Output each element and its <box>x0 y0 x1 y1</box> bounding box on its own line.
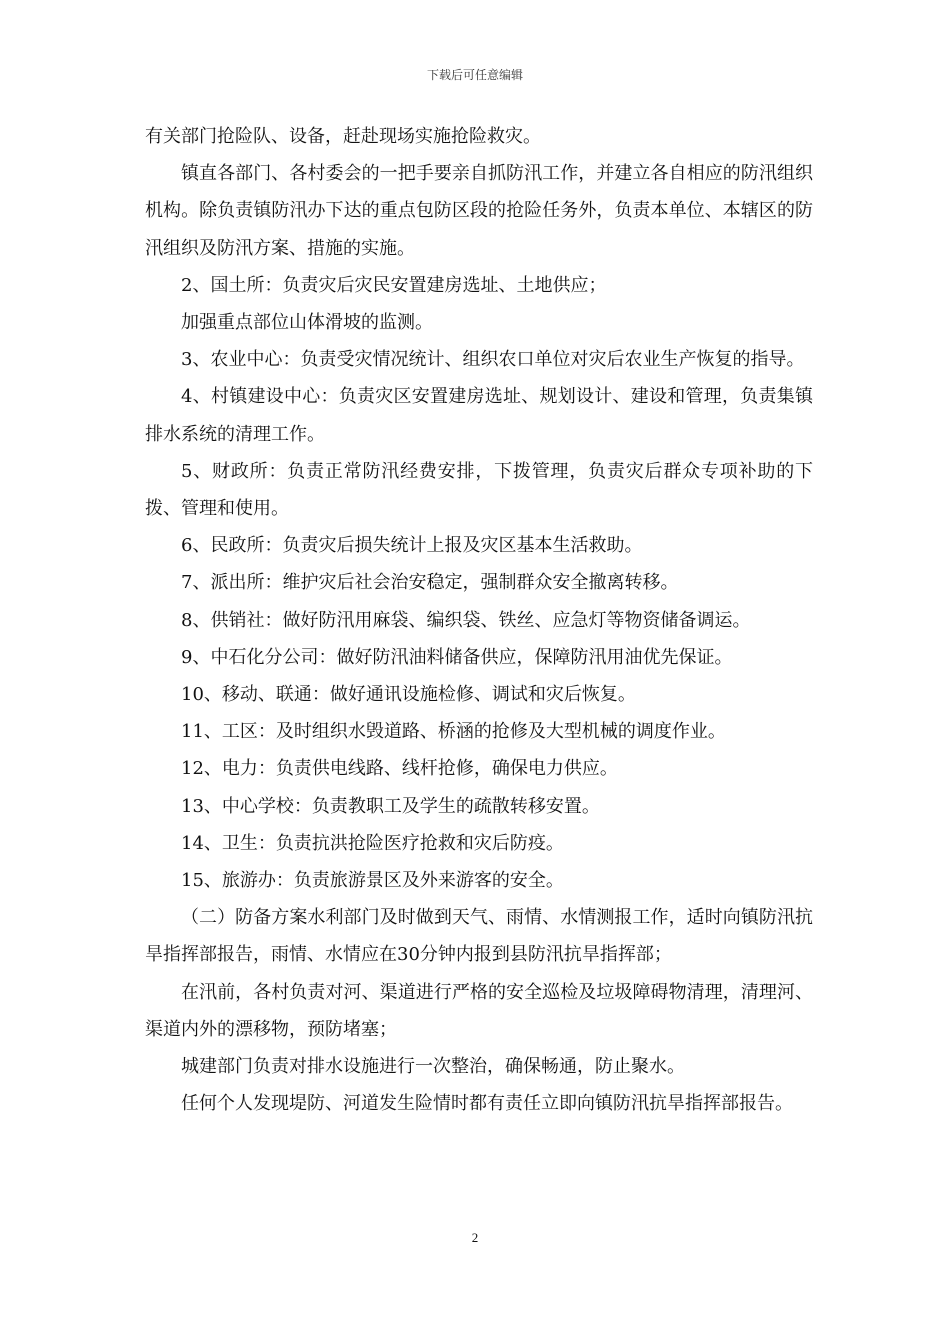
paragraph: 12、电力：负责供电线路、线杆抢修，确保电力供应。 <box>181 758 618 780</box>
paragraph: 9、中石化分公司：做好防汛油料储备供应，保障防汛用油优先保证。 <box>181 646 733 668</box>
paragraph: 15、旅游办：负责旅游景区及外来游客的安全。 <box>181 870 564 892</box>
paragraph: （二）防备方案水利部门及时做到天气、雨情、水情测报工作，适时向镇防汛抗旱指挥部报告，雨情、水情应在30分钟内报到县防汛抗旱指挥部； <box>145 907 813 966</box>
page-header: 下载后可任意编辑 <box>426 68 523 82</box>
paragraph: 任何个人发现堤防、河道发生险情时都有责任立即向镇防汛抗旱指挥部报告。 <box>181 1093 793 1115</box>
paragraph: 5、财政所：负责正常防汛经费安排，下拨管理，负责灾后群众专项补助的下拨、管理和使用。 <box>145 460 813 520</box>
paragraph: 镇直各部门、各村委会的一把手要亲自抓防汛工作，并建立各自相应的防汛组织机构。除负责镇防汛办下达的重点包防区段的抢险任务外，负责本单位、本辖区的防汛组织及防汛方案、措施的实施。 <box>145 163 813 259</box>
document-body <box>145 118 813 1122</box>
paragraph: 8、供销社：做好防汛用麻袋、编织袋、铁丝、应急灯等物资储备调运。 <box>181 609 751 631</box>
page-number: 2 <box>471 1230 479 1245</box>
paragraph: 在汛前，各村负责对河、渠道进行严格的安全巡检及垃圾障碍物清理，清理河、渠道内外的漂移物，预防堵塞； <box>145 981 813 1040</box>
paragraph: 14、卫生：负责抗洪抢险医疗抢救和灾后防疫。 <box>181 832 564 854</box>
paragraph: 有关部门抢险队、设备，赶赴现场实施抢险救灾。 <box>145 126 541 147</box>
paragraph: 10、移动、联通：做好通讯设施检修、调试和灾后恢复。 <box>181 684 636 706</box>
paragraph: 13、中心学校：负责教职工及学生的疏散转移安置。 <box>181 795 600 817</box>
paragraph: 2、国土所：负责灾后灾民安置建房选址、土地供应； <box>181 274 607 296</box>
paragraph: 城建部门负责对排水设施进行一次整治，确保畅通，防止聚水。 <box>181 1056 685 1078</box>
paragraph: 加强重点部位山体滑坡的监测。 <box>181 312 433 334</box>
paragraph: 6、民政所：负责灾后损失统计上报及灾区基本生活救助。 <box>181 535 643 557</box>
paragraph: 11、工区：及时组织水毁道路、桥涵的抢修及大型机械的调度作业。 <box>181 721 726 743</box>
paragraph: 7、派出所：维护灾后社会治安稳定，强制群众安全撤离转移。 <box>181 572 679 594</box>
paragraph: 3、农业中心：负责受灾情况统计、组织农口单位对灾后农业生产恢复的指导。 <box>181 349 805 371</box>
paragraph: 4、村镇建设中心：负责灾区安置建房选址、规划设计、建设和管理，负责集镇排水系统的清理工作。 <box>145 386 813 445</box>
